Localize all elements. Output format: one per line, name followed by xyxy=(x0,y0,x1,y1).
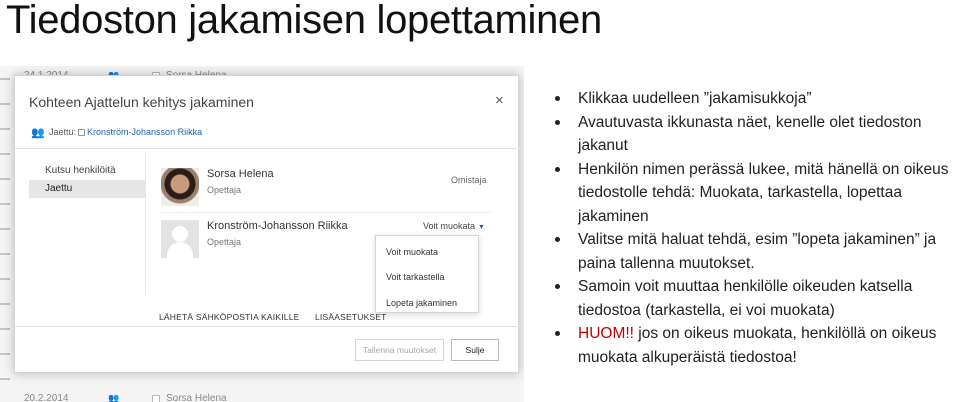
shared-with-line xyxy=(49,127,202,137)
background-row xyxy=(0,391,524,402)
menu-item-view[interactable]: Voit tarkastella xyxy=(386,272,445,282)
menu-item-stop-sharing[interactable]: Lopeta jakaminen xyxy=(386,298,458,308)
nav-shared[interactable]: Jaettu xyxy=(29,180,145,198)
row-checkbox[interactable] xyxy=(152,395,160,402)
divider xyxy=(161,212,491,213)
bullet-item: Klikkaa uudelleen ”jakamisukkoja” xyxy=(552,87,957,111)
row-name: Sorsa Helena xyxy=(166,393,227,402)
people-icon: 👥 xyxy=(108,393,120,402)
divider xyxy=(15,326,520,327)
screenshot xyxy=(0,66,524,402)
permission-dropdown[interactable] xyxy=(423,221,485,231)
permission-value: Voit muokata xyxy=(423,221,476,231)
share-dialog xyxy=(14,75,519,373)
caret-down-icon: ▼ xyxy=(478,224,485,231)
menu-item-edit[interactable]: Voit muokata xyxy=(386,247,439,257)
bullet-item: Valitse mitä haluat tehdä, esim ”lopeta jakaminen” ja paina tallenna muutokset. xyxy=(552,228,957,275)
row-date: 20.2.2014 xyxy=(24,393,69,402)
avatar xyxy=(161,220,199,258)
bullet-item-warning: HUOM!! jos on oikeus muokata, henkilöllä on oikeus muokata alkuperäistä tiedostoa! xyxy=(552,322,957,369)
nav-invite-people[interactable]: Kutsu henkilöitä xyxy=(45,165,116,176)
bullet-item: Henkilön nimen perässä lukee, mitä hänellä on oikeus tiedostolle tehdä: Muokata, tarkastella, lopettaa jakaminen xyxy=(552,158,957,229)
warning-label: HUOM!! xyxy=(578,325,634,342)
owner-label: Omistaja xyxy=(451,175,487,185)
save-changes-button[interactable]: Tallenna muutokset xyxy=(355,339,444,361)
email-all-button[interactable]: LÄHETÄ SÄHKÖPOSTIA KAIKILLE xyxy=(159,312,300,322)
close-icon[interactable]: × xyxy=(495,92,504,109)
people-icon: 👥 xyxy=(31,127,45,139)
person-name: Kronström-Johansson Riikka xyxy=(207,220,348,232)
shared-checkbox[interactable] xyxy=(78,129,85,136)
dialog-title: Kohteen Ajattelun kehitys jakaminen xyxy=(29,94,254,110)
divider xyxy=(145,154,146,294)
bullet-item: Avautuvasta ikkunasta näet, kenelle olet tiedoston jakanut xyxy=(552,111,957,158)
avatar xyxy=(161,168,199,206)
shared-label: Jaettu: xyxy=(49,127,77,137)
more-options-button[interactable]: LISÄASETUKSET xyxy=(315,312,387,322)
permission-menu xyxy=(375,235,479,313)
person-name: Sorsa Helena xyxy=(207,168,274,180)
avatar-placeholder-icon xyxy=(172,226,188,242)
person-role: Opettaja xyxy=(207,237,242,247)
bullet-item: Samoin voit muuttaa henkilölle oikeuden katsella tiedostoa (tarkastella, ei voi muokata) xyxy=(552,275,957,322)
bullet-list xyxy=(552,87,957,369)
person-role: Opettaja xyxy=(207,185,242,195)
shared-with-link[interactable]: Kronström-Johansson Riikka xyxy=(87,127,203,137)
close-button[interactable]: Sulje xyxy=(451,339,499,361)
divider xyxy=(15,148,520,149)
slide-title: Tiedoston jakamisen lopettaminen xyxy=(6,0,602,42)
row-dots xyxy=(0,78,10,402)
